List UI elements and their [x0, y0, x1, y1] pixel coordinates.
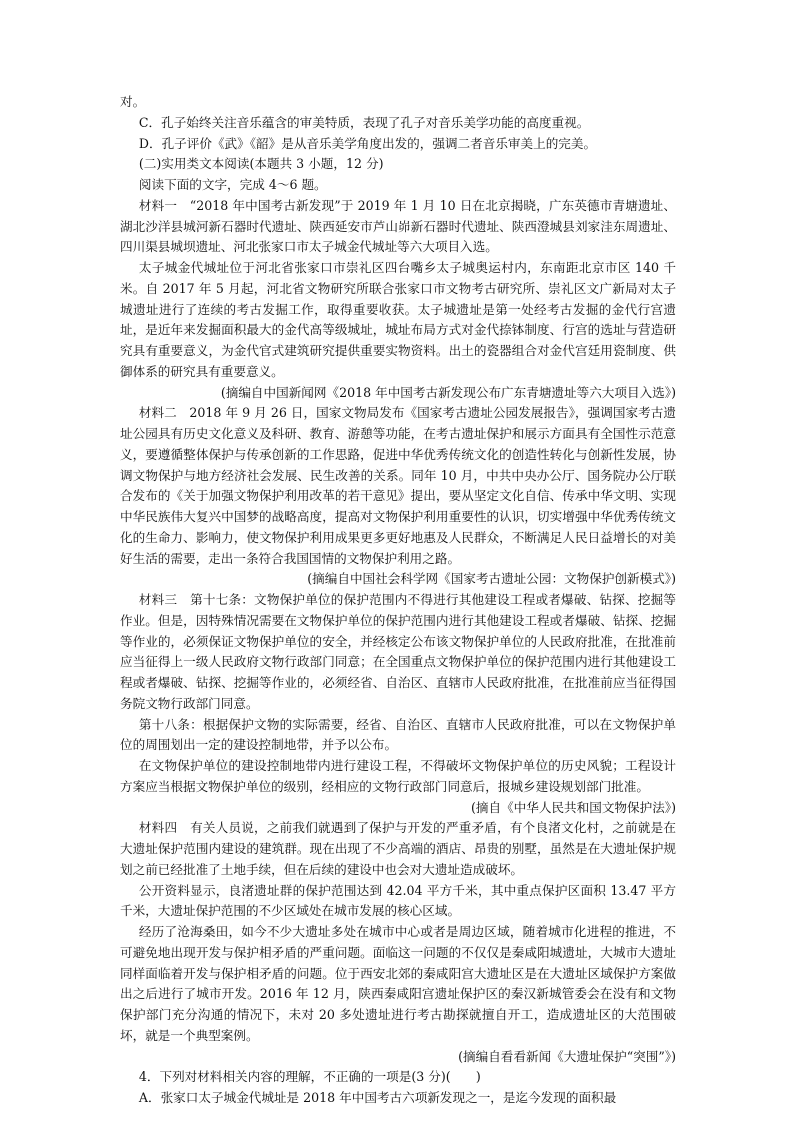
page-content [120, 92, 676, 1109]
option-d: D．孔子评价《武》《韶》是从音乐美学角度出发的，强调二者音乐审美上的完美。 [138, 135, 597, 151]
material4-paragraph: 材料四 有关人员说，之前我们就遇到了保护与开发的严重矛盾，有个良渚文化村，之前就是在大遗址保护范围内建设的建筑群。现在出现了不少高端的酒店、昂贵的别墅，虽然是在大遗址保护规划之前已经批准了土地手续，但在后续的建设中也会对大遗址造成破坏。 [120, 820, 676, 877]
material2-source: (摘编自中国社会科学网《国家考古遗址公园：文物保护创新模式》) [307, 571, 676, 587]
option-c: C．孔子始终关注音乐蕴含的审美特质，表现了孔子对音乐美学功能的高度重视。 [138, 114, 590, 130]
material1-paragraph: 材料一 “2018 年中国考古新发现”于 2019 年 1 月 10 日在北京揭晓，广东英德市青塘遗址、湖北沙洋县城河新石器时代遗址、陕西延安市芦山峁新石器时代遗址、陕西澄城县刘家洼东周遗址、四川渠县城坝遗址、河北张家口市太子城金代城址等六大项目入选。 [120, 197, 676, 255]
material2-paragraph: 材料二 2018 年 9 月 26 日，国家文物局发布《国家考古遗址公园发展报告》，强调国家考古遗址公园具有历史文化意义及科研、教育、游憩等功能，在考古遗址保护和展示方面具有全国性示范意义，要遵循整体保护与传承创新的工作思路，促进中华优秀传统文化的创造性转化与创新性发展，协调文物保护与地方经济社会发展、民生改善的关系。同年 10 月，中共中央办公厅、国务院办公厅联合发布的《关于加强文物保护利用改革的若干意见》提出，要从坚定文化自信、传承中华文明、实现中华民族伟大复兴中国梦的战略高度，提高对文物保护利用重要性的认识，切实增强中华优秀传统文化的生命力、影响力，使文物保护利用成果更多更好地惠及人民群众，不断满足人民日益增长的对美好生活的需要，走出一条符合我国国情的文物保护利用之路。 [120, 405, 676, 566]
material3-paragraph: 第十八条：根据保护文物的实际需要，经省、自治区、直辖市人民政府批准，可以在文物保护单位的周围划出一定的建设控制地带，并予以公布。 [120, 716, 676, 753]
material1-source: (摘编自中国新闻网《2018 年中国考古新发现公布广东青塘遗址等六大项目入选》) [220, 384, 676, 400]
previous-question-fragment: 对。 [120, 94, 146, 109]
material3-source: (摘自《中华人民共和国文物保护法》) [470, 799, 676, 815]
section-title: (二)实用类文本阅读(本题共 3 小题，12 分) [138, 156, 384, 172]
material4-paragraph: 经历了沧海桑田，如今不少大遗址多处在城市中心或者是周边区域，随着城市化进程的推进，不可避免地出现开发与保护相矛盾的严重问题。面临这一问题的不仅仅是秦咸阳城遗址，大城市大遗址同样面临着开发与保护相矛盾的问题。位于西安北郊的秦咸阳宫大遗址区是在大遗址区域保护方案做出之后进行了城市开发。2016 年 12 月，陕西秦咸阳宫遗址保护区的秦汉新城管委会在没有和文物保护部门充分沟通的情况下，未对 20 多处遗址进行考古勘探就擅自开工，造成遗址区的大范围破坏，就是一个典型案例。 [120, 924, 676, 1043]
question4-option-a: A．张家口太子城金代城址是 2018 年中国考古六项新发现之一，是迄今发现的面积最 [138, 1090, 617, 1105]
question4-stem: 4．下列对材料相关内容的理解，不正确的一项是(3 分)( ) [138, 1069, 481, 1085]
material4-source: (摘编自看看新闻《大遗址保护“突围”》) [458, 1048, 676, 1064]
material3-paragraph: 材料三 第十七条：文物保护单位的保护范围内不得进行其他建设工程或者爆破、钻探、挖掘等作业。但是，因特殊情况需要在文物保护单位的保护范围内进行其他建设工程或者爆破、钻探、挖掘等作业的，必须保证文物保护单位的安全，并经核定公布该文物保护单位的人民政府批准，在批准前应当征得上一级人民政府文物行政部门同意；在全国重点文物保护单位的保护范围内进行其他建设工程或者爆破、钻探、挖掘等作业的，必须经省、自治区、直辖市人民政府批准，在批准前应当征得国务院文物行政部门同意。 [120, 592, 676, 711]
material1-paragraph: 太子城金代城址位于河北省张家口市崇礼区四台嘴乡太子城奥运村内，东南距北京市区 140 千米。自 2017 年 5 月起，河北省文物研究所联合张家口市文物考古研究所、崇礼区文广新局对太子城遗址进行了连续的考古发掘工作，取得重要收获。太子城遗址是第一处经考古发掘的金代行宫遗址，是近年来发掘面积最大的金代高等级城址，城址布局方式对金代捺钵制度、行宫的选址与营造研究具有重要意义，为金代官式建筑研究提供重要实物资料。出土的瓷器组合对金代宫廷用瓷制度、供御体系的研究具有重要意义。 [120, 260, 676, 379]
material4-paragraph: 公开资料显示，良渚遗址群的保护范围达到 42.04 平方千米，其中重点保护区面积 13.47 平方千米，大遗址保护范围的不少区域处在城市发展的核心区域。 [120, 882, 676, 919]
instruction: 阅读下面的文字，完成 4～6 题。 [138, 177, 327, 192]
material3-paragraph: 在文物保护单位的建设控制地带内进行建设工程，不得破坏文物保护单位的历史风貌；工程设计方案应当根据文物保护单位的级别，经相应的文物行政部门同意后，报城乡建设规划部门批准。 [120, 758, 676, 794]
